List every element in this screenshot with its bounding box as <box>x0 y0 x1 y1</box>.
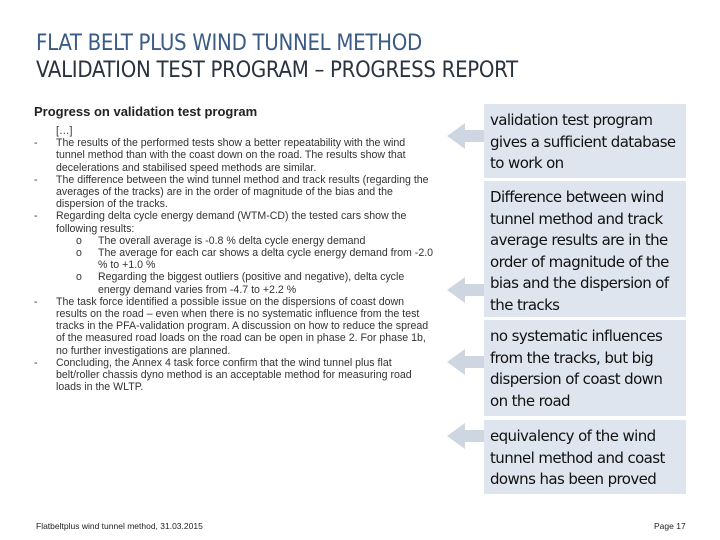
left-arrow-icon <box>447 121 487 151</box>
bullet-dash: - <box>34 295 38 308</box>
sub-bullet-marker: o <box>76 271 82 284</box>
callout-box-2: Difference between wind tunnel method and track average results are in the order of magnitude of the bias and the dispersion of the tracks <box>484 181 686 317</box>
document-body <box>34 125 436 393</box>
bullet-paragraph-1 <box>34 137 436 174</box>
callout-box-1: validation test program gives a sufficient database to work on <box>484 104 686 178</box>
sub-bullet-text: The average for each car shows a delta cycle energy demand from -2.0 % to +1.0 % <box>98 247 434 272</box>
sub-bullet-2 <box>34 247 436 271</box>
document-heading: Progress on validation test program <box>34 104 258 119</box>
page-number: Page 17 <box>654 521 686 531</box>
bullet-dash: - <box>34 137 38 150</box>
bullet-paragraph-3 <box>34 210 436 234</box>
bullet-paragraph-5 <box>34 357 436 394</box>
bullet-paragraph-2 <box>34 174 436 211</box>
sub-bullet-1 <box>34 235 436 247</box>
bullet-dash: - <box>34 210 38 223</box>
paragraph-text: The results of the performed tests show a better repeatability with the wind tunnel method than with the coast down on the road. The results show that decelerations and stabilised speed methods are similar. <box>56 137 406 174</box>
callout-box-3: no systematic influences from the tracks, but big dispersion of coast down on the road <box>484 320 686 416</box>
sub-bullet-marker: o <box>76 247 82 260</box>
sub-bullet-text: Regarding the biggest outliers (positive and negative), delta cycle energy demand varies from -4.7 to +2.2 % <box>98 271 405 296</box>
paragraph-text: Concluding, the Annex 4 task force confirm that the wind tunnel plus flat belt/roller chassis dyno method is an acceptable method for measuring road loads in the WLTP. <box>56 356 412 394</box>
bullet-dash: - <box>34 356 38 369</box>
paragraph-text: The difference between the wind tunnel method and track results (regarding the averages of the tracks) are in the order of magnitude of the bias and the dispersion of the tracks. <box>56 173 429 211</box>
sub-bullet-text: The overall average is -0.8 % delta cycle energy demand <box>98 234 366 247</box>
paragraph-text: The task force identified a possible issue on the dispersions of coast down results on the road – even when there is no systematic influence from the test tracks in the PFA-validation program. A discussion on how to reduce the spread of the measured road loads on the road can be open in phase 2. For phase 1b, no further investigations are planned. <box>56 295 429 357</box>
bullet-dash: - <box>34 173 38 186</box>
bullet-paragraph-4 <box>34 296 436 357</box>
title-line-1: FLAT BELT PLUS WIND TUNNEL METHOD <box>36 31 422 56</box>
left-arrow-icon <box>447 275 487 305</box>
ellipsis-text: […] <box>56 125 73 137</box>
left-arrow-icon <box>447 347 487 377</box>
paragraph-text: Regarding delta cycle energy demand (WTM-CD) the tested cars show the following results: <box>56 210 407 235</box>
left-arrow-icon <box>447 421 487 451</box>
callout-box-4: equivalency of the wind tunnel method and coast downs has been proved <box>484 420 686 494</box>
sub-bullet-marker: o <box>76 234 82 247</box>
footer-source: Flatbeltplus wind tunnel method, 31.03.2015 <box>36 521 203 531</box>
title-line-2: VALIDATION TEST PROGRAM – PROGRESS REPORT <box>36 58 518 83</box>
slide-title <box>36 30 696 84</box>
document-excerpt <box>34 104 436 474</box>
sub-bullet-3 <box>34 271 436 295</box>
